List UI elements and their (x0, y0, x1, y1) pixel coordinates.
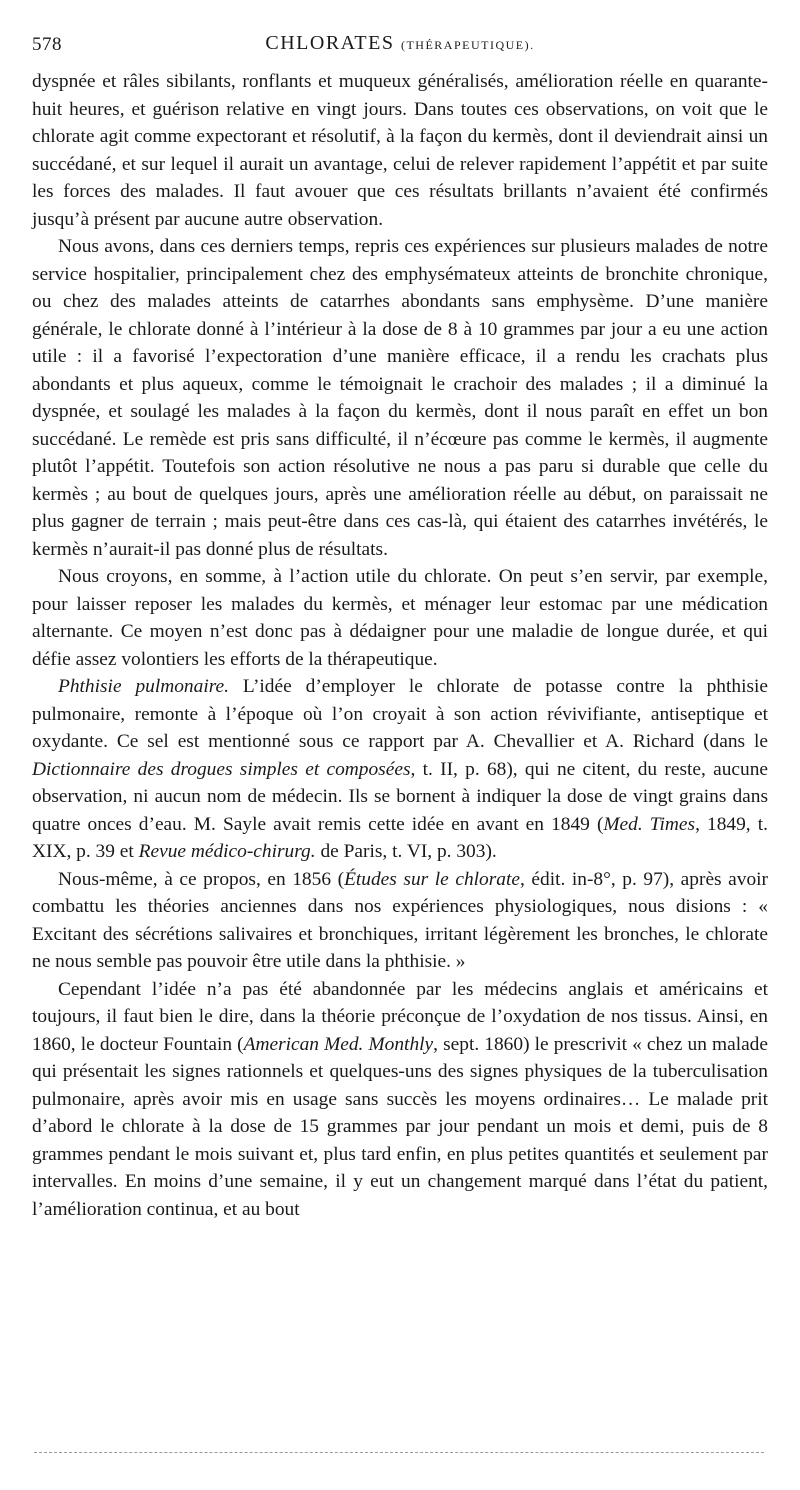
running-title (32, 32, 768, 55)
text-run: de Paris, t. VI, p. 303). (315, 841, 497, 862)
running-head (32, 30, 768, 60)
text-run: , sept. 1860) le prescrivit « chez un malade qui présentait les signes rationnels et quelques-uns des signes physiques de la tuberculisation pulmonaire, après avoir mis en usage sans succès les moyens ordinaires… Le malade prit d’abord le chlorate à la dose de 15 grammes par jour pendant un mois et demi, puis de 8 grammes pendant le mois suivant et, plus tard enfin, en plus petites quantités et seulement par intervalles. En moins d’une semaine, il y eut un changement marqué dans l’état du patient, l’amélioration continua, et au bout (32, 1033, 768, 1220)
italic-citation: Med. Times (603, 813, 696, 835)
italic-citation: Phthisie pulmonaire. (58, 676, 229, 697)
paragraph-p1 (32, 68, 768, 233)
paragraph-p3 (32, 563, 768, 673)
footer-dashed-rule (34, 1452, 764, 1453)
page-number: 578 (32, 34, 62, 55)
body-text (32, 68, 768, 1223)
text-run: , édit. in-8°, p. 97), après avoir combattu les théories anciennes dans nos expériences physiologiques, nous disions : « Excitant des sécrétions salivaires et bronchiques, irritant légèrement les bronches, le chlorate ne nous semble pas pouvoir être utile dans la phthisie. » (32, 868, 769, 972)
text-run: L’idée d’employer le chlorate de potasse contre la phthisie pulmonaire, remonte à l’époque où l’on croyait à son action révivifiante, antiseptique et oxydante. Ce sel est mentionné sous ce rapport par A. Chevallier et A. Richard (dans le (32, 676, 768, 752)
text-run: , 1849, t. XIX, p. 39 et (32, 813, 768, 862)
italic-citation: Études sur le chlorate (344, 868, 520, 890)
text-run: Nous-même, à ce propos, en 1856 ( (58, 868, 345, 890)
italic-citation: Dictionnaire des drogues simples et composées (32, 758, 411, 780)
text-run: , t. II, p. 68), qui ne citent, du reste, aucune observation, ni aucun nom de médecin. Ils se bornent à indiquer la dose de vingt grains dans quatre onces d’eau. M. Sayle avait remis cette idée en avant en 1849 ( (32, 758, 769, 835)
running-title-subject: (THÉRAPEUTIQUE). (400, 38, 535, 52)
text-run: Nous croyons, en somme, à l’action utile du chlorate. On peut s’en servir, par exemple, pour laisser reposer les malades du kermès, et ménager leur estomac par une médication alternante. Ce moyen n’est donc pas à dédaigner pour une maladie de longue durée, et qui défie assez volontiers les efforts de la thérapeutique. (32, 566, 768, 670)
paragraph-p6 (32, 976, 768, 1224)
paragraph-p4 (32, 673, 768, 866)
text-run: Nous avons, dans ces derniers temps, repris ces expériences sur plusieurs malades de notre service hospitalier, principalement chez des emphysémateux atteints de bronchite chronique, ou chez des malades atteints de catarrhes abondants sans emphysème. D’une manière générale, le chlorate donné à l’intérieur à la dose de 8 à 10 grammes par jour a eu une action utile : il a favorisé l’expectoration d’une manière efficace, il a rendu les crachats plus abondants et plus aqueux, comme le témoignait le crachoir des malades ; il a diminué la dyspnée, et soulagé les malades à la façon du kermès, dont il nous paraît en effet un bon succédané. Le remède est pris sans difficulté, il n’écœure pas comme le kermès, il augmente plutôt l’appétit. Toutefois son action résolutive ne nous a pas paru si durable que celle du kermès ; au bout de quelques jours, après une amélioration réelle au début, on paraissait ne plus gagner de terrain ; mais peut-être dans ces cas-là, qui étaient des catarrhes invétérés, le kermès n’aurait-il pas donné plus de résultats. (32, 236, 768, 560)
book-page (32, 30, 768, 1223)
text-run: dyspnée et râles sibilants, ronflants et muqueux généralisés, amélioration réelle en quarante-huit heures, et guérison relative en vingt jours. Dans toutes ces observations, on voit que le chlorate agit comme expectorant et résolutif, à la façon du kermès, dont il deviendrait ainsi un succédané, et sur lequel il aurait un avantage, celui de relever rapidement l’appétit et par suite les forces des malades. Il faut avouer que ces résultats brillants n’avaient été confirmés jusqu’à présent par aucune autre observation. (32, 71, 768, 230)
italic-citation: Revue médico-chirurg. (138, 841, 316, 862)
paragraph-p2 (32, 233, 768, 563)
running-title-main: CHLORATES (265, 32, 395, 54)
text-run: Cependant l’idée n’a pas été abandonnée par les médecins anglais et américains et toujours, il faut bien le dire, dans la théorie préconçue de l’oxydation de nos tissus. Ainsi, en 1860, le docteur Fountain ( (32, 978, 768, 1055)
italic-citation: American Med. Monthly (243, 1033, 434, 1055)
paragraph-p5 (32, 866, 768, 976)
